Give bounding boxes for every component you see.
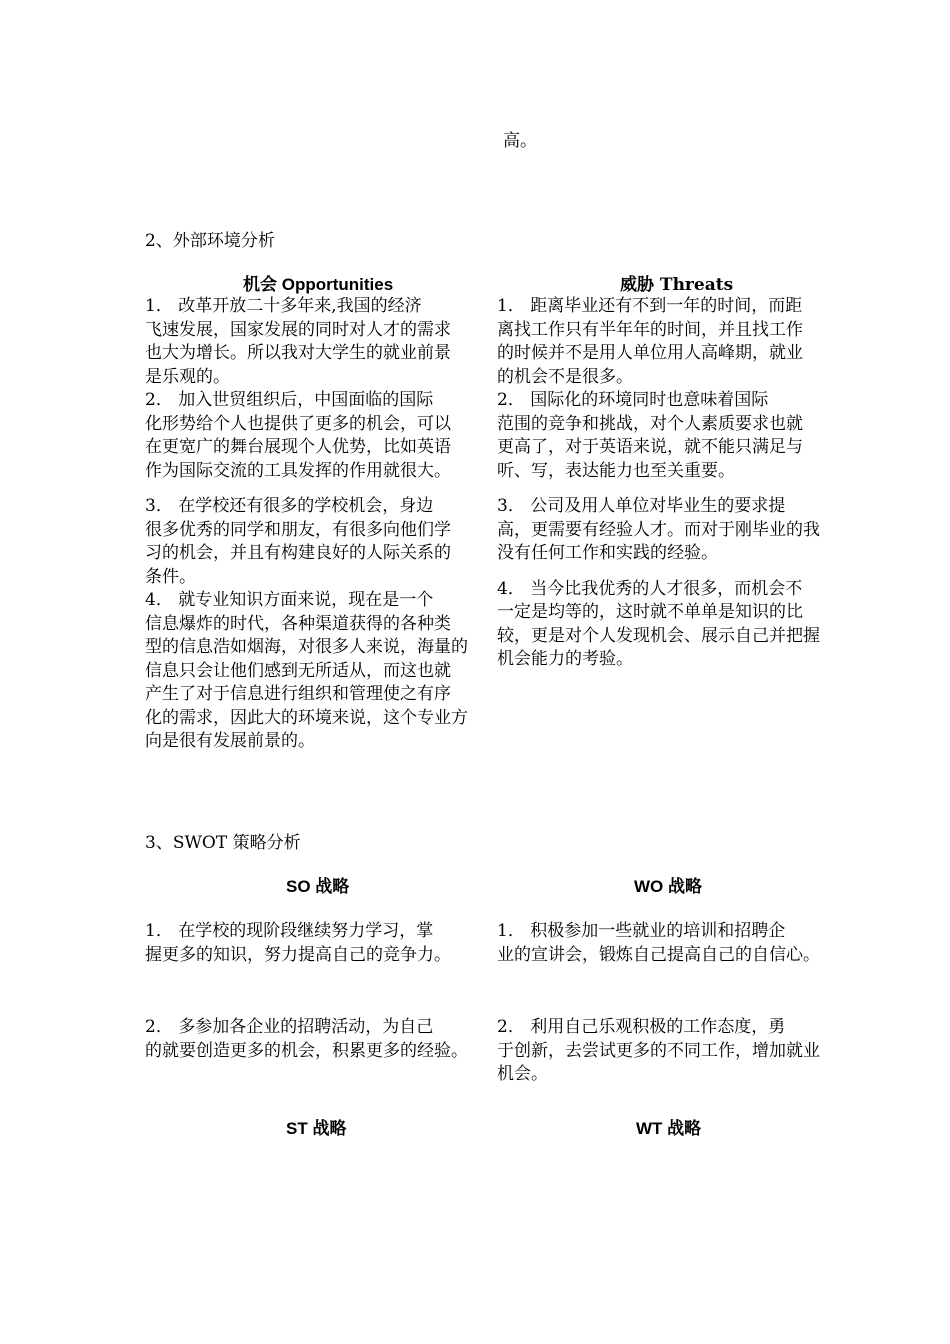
threat-line: 较，更是对个人发现机会、展示自己并把握	[497, 625, 820, 646]
so-line: 握更多的知识，努力提高自己的竞争力。	[145, 944, 451, 965]
opportunities-header: 机会 Opportunities	[243, 275, 394, 294]
opportunity-line: 4． 就专业知识方面来说，现在是一个	[145, 590, 434, 610]
opportunity-line: 很多优秀的同学和朋友，有很多向他们学	[145, 519, 451, 540]
wo-line: 于创新，去尝试更多的不同工作，增加就业	[497, 1040, 820, 1061]
wo-line: 1． 积极参加一些就业的培训和招聘企	[497, 921, 786, 941]
wo-line: 业的宣讲会，锻炼自己提高自己的自信心。	[497, 944, 820, 965]
threat-line: 3． 公司及用人单位对毕业生的要求提	[497, 496, 786, 516]
opportunity-line: 产生了对于信息进行组织和管理使之有序	[145, 684, 451, 704]
threat-line: 机会能力的考验。	[497, 649, 633, 669]
so-line: 的就要创造更多的机会，积累更多的经验。	[145, 1040, 468, 1061]
opportunity-line: 向是很有发展前景的。	[145, 731, 315, 751]
opportunity-line: 信息只会让他们感到无所适从，而这也就	[145, 660, 451, 681]
threat-line: 离找工作只有半年年的时间，并且找工作	[497, 319, 803, 340]
opportunity-line: 信息爆炸的时代，各种渠道获得的各种类	[145, 613, 451, 634]
threat-line: 没有任何工作和实践的经验。	[497, 543, 718, 563]
so-header: SO 战略	[286, 877, 350, 896]
opportunity-line: 是乐观的。	[145, 366, 230, 387]
st-header: ST 战略	[286, 1119, 347, 1138]
opportunity-line: 习的机会，并且有构建良好的人际关系的	[145, 543, 451, 563]
opportunity-line: 化形势给个人也提供了更多的机会，可以	[145, 413, 451, 434]
wt-header: WT 战略	[636, 1119, 702, 1138]
opportunity-line: 型的信息浩如烟海，对很多人来说，海量的	[145, 637, 468, 657]
threat-line: 4． 当今比我优秀的人才很多，而机会不	[497, 578, 803, 599]
section2-title: 2、外部环境分析	[145, 231, 275, 251]
opportunity-line: 在更宽广的舞台展现个人优势，比如英语	[145, 437, 451, 457]
threat-line: 的机会不是很多。	[497, 366, 633, 387]
threat-line: 更高了，对于英语来说，就不能只满足与	[497, 437, 803, 457]
so-strategy-2	[145, 1016, 468, 1063]
wo-line: 2． 利用自己乐观积极的工作态度，勇	[497, 1017, 786, 1037]
opportunity-line: 3． 在学校还有很多的学校机会，身边	[145, 496, 434, 516]
opportunities-column	[145, 295, 468, 754]
section3-title: 3、SWOT 策略分析	[145, 833, 301, 853]
opportunity-line: 飞速发展，国家发展的同时对人才的需求	[145, 319, 451, 340]
so-line: 1． 在学校的现阶段继续努力学习，掌	[145, 921, 434, 941]
threats-column	[497, 295, 820, 672]
threat-line: 范围的竞争和挑战，对个人素质要求也就	[497, 413, 803, 434]
threat-line: 2． 国际化的环境同时也意味着国际	[497, 390, 769, 410]
paragraph-gap	[497, 483, 820, 495]
wo-line: 机会。	[497, 1064, 548, 1084]
threat-line: 1． 距离毕业还有不到一年的时间，而距	[497, 296, 803, 316]
wo-strategy-1	[497, 920, 820, 967]
so-line: 2． 多参加各企业的招聘活动，为自己	[145, 1017, 434, 1037]
threat-line: 听、写，表达能力也至关重要。	[497, 460, 735, 481]
paragraph-gap	[497, 566, 820, 578]
threat-line: 的时候并不是用人单位用人高峰期，就业	[497, 343, 803, 363]
opportunity-line: 化的需求，因此大的环境来说，这个专业方	[145, 707, 468, 728]
opportunity-line: 2． 加入世贸组织后，中国面临的国际	[145, 390, 434, 410]
continuation-text: 高。	[503, 131, 537, 151]
threat-line: 高，更需要有经验人才。而对于刚毕业的我	[497, 519, 820, 540]
opportunity-line: 作为国际交流的工具发挥的作用就很大。	[145, 460, 451, 481]
opportunity-line: 条件。	[145, 566, 196, 587]
opportunity-line: 也大为增长。所以我对大学生的就业前景	[145, 343, 451, 363]
so-strategy-1	[145, 920, 451, 967]
wo-strategy-2	[497, 1016, 820, 1087]
opportunity-line: 1． 改革开放二十多年来,我国的经济	[145, 296, 422, 316]
threats-header: 威胁 Threats	[620, 275, 734, 295]
paragraph-gap	[145, 483, 468, 495]
threat-line: 一定是均等的，这时就不单单是知识的比	[497, 602, 803, 622]
wo-header: WO 战略	[634, 877, 702, 896]
